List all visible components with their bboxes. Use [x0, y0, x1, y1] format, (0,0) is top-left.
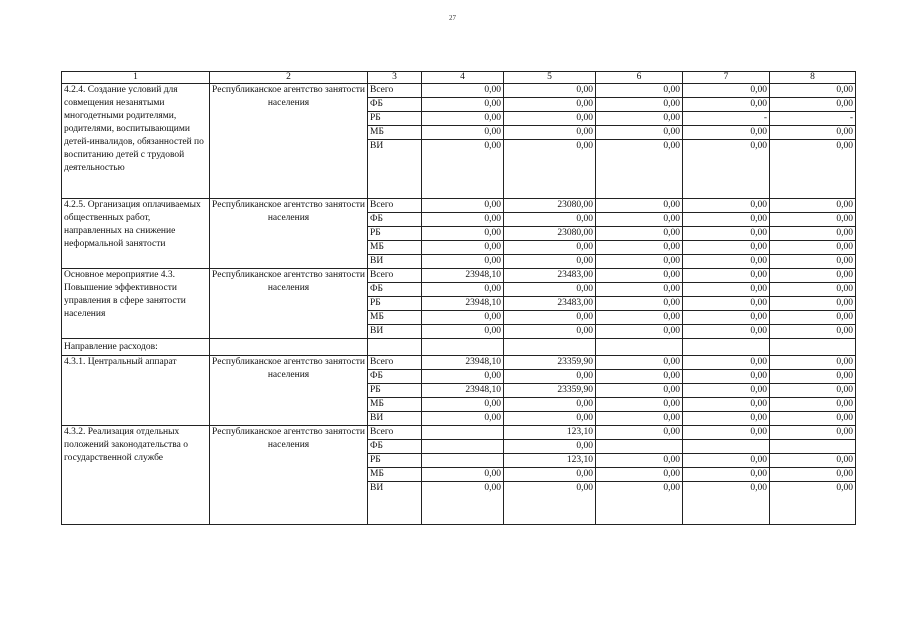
- budget-table: [61, 71, 856, 525]
- table-row: [62, 356, 856, 370]
- empty-cell: [770, 339, 856, 356]
- amount-cell: 0,00: [422, 199, 504, 213]
- amount-cell: 23948,10: [422, 269, 504, 283]
- amount-cell: 0,00: [422, 255, 504, 269]
- amount-cell: 0,00: [422, 370, 504, 384]
- amount-cell: 0,00: [683, 398, 770, 412]
- table-row: [62, 84, 856, 98]
- responsible-agency: Республиканское агентство занятости населения: [210, 426, 368, 525]
- funding-source: Всего: [368, 199, 422, 213]
- amount-cell: 0,00: [422, 468, 504, 482]
- amount-cell: [683, 440, 770, 454]
- amount-cell: 0,00: [504, 325, 596, 339]
- empty-cell: [422, 339, 504, 356]
- measure-description: 4.2.5. Организация оплачиваемых общественных работ, направленных на снижение неформальной занятости: [62, 199, 210, 269]
- amount-cell: 0,00: [683, 297, 770, 311]
- amount-cell: 0,00: [770, 84, 856, 98]
- amount-cell: [422, 440, 504, 454]
- amount-cell: 0,00: [770, 412, 856, 426]
- amount-cell: 0,00: [683, 384, 770, 398]
- header-cell: 6: [596, 72, 683, 84]
- funding-source: ВИ: [368, 325, 422, 339]
- table-row: [62, 199, 856, 213]
- amount-cell: 0,00: [504, 140, 596, 199]
- funding-source: ФБ: [368, 98, 422, 112]
- amount-cell: 0,00: [422, 126, 504, 140]
- amount-cell: 0,00: [770, 98, 856, 112]
- funding-source: РБ: [368, 384, 422, 398]
- amount-cell: 0,00: [504, 398, 596, 412]
- responsible-agency: Республиканское агентство занятости населения: [210, 199, 368, 269]
- amount-cell: 0,00: [504, 126, 596, 140]
- amount-cell: 0,00: [596, 98, 683, 112]
- amount-cell: [770, 440, 856, 454]
- amount-cell: 0,00: [770, 269, 856, 283]
- funding-source: МБ: [368, 311, 422, 325]
- amount-cell: 0,00: [596, 199, 683, 213]
- responsible-agency: Республиканское агентство занятости населения: [210, 269, 368, 339]
- header-cell: 8: [770, 72, 856, 84]
- amount-cell: [422, 454, 504, 468]
- amount-cell: 0,00: [770, 140, 856, 199]
- header-cell: 5: [504, 72, 596, 84]
- funding-source: ФБ: [368, 440, 422, 454]
- funding-source: Всего: [368, 269, 422, 283]
- amount-cell: 0,00: [770, 283, 856, 297]
- funding-source: ФБ: [368, 370, 422, 384]
- amount-cell: 0,00: [422, 482, 504, 525]
- amount-cell: 0,00: [683, 227, 770, 241]
- amount-cell: 0,00: [504, 412, 596, 426]
- amount-cell: 0,00: [770, 213, 856, 227]
- amount-cell: 0,00: [683, 140, 770, 199]
- amount-cell: 0,00: [504, 241, 596, 255]
- amount-cell: 0,00: [770, 426, 856, 440]
- responsible-agency: Республиканское агентство занятости населения: [210, 84, 368, 199]
- amount-cell: 0,00: [504, 98, 596, 112]
- header-cell: 3: [368, 72, 422, 84]
- amount-cell: 0,00: [770, 468, 856, 482]
- amount-cell: 0,00: [504, 255, 596, 269]
- funding-source: РБ: [368, 454, 422, 468]
- amount-cell: 23080,00: [504, 199, 596, 213]
- amount-cell: 123,10: [504, 426, 596, 440]
- amount-cell: 0,00: [770, 384, 856, 398]
- amount-cell: 0,00: [504, 84, 596, 98]
- amount-cell: 0,00: [422, 325, 504, 339]
- amount-cell: 23359,90: [504, 384, 596, 398]
- amount-cell: 23080,00: [504, 227, 596, 241]
- amount-cell: 0,00: [422, 283, 504, 297]
- funding-source: МБ: [368, 241, 422, 255]
- amount-cell: 0,00: [596, 311, 683, 325]
- amount-cell: 0,00: [596, 213, 683, 227]
- amount-cell: 0,00: [683, 241, 770, 255]
- amount-cell: 0,00: [422, 84, 504, 98]
- amount-cell: 0,00: [770, 398, 856, 412]
- header-cell: 7: [683, 72, 770, 84]
- amount-cell: 0,00: [683, 199, 770, 213]
- amount-cell: 0,00: [596, 356, 683, 370]
- amount-cell: 0,00: [504, 213, 596, 227]
- amount-cell: -: [770, 112, 856, 126]
- amount-cell: 23948,10: [422, 356, 504, 370]
- funding-source: ВИ: [368, 140, 422, 199]
- table-row: [62, 269, 856, 283]
- amount-cell: 0,00: [596, 412, 683, 426]
- amount-cell: 0,00: [504, 440, 596, 454]
- amount-cell: 0,00: [596, 384, 683, 398]
- funding-source: МБ: [368, 468, 422, 482]
- amount-cell: 0,00: [770, 311, 856, 325]
- amount-cell: 0,00: [504, 468, 596, 482]
- funding-source: Всего: [368, 426, 422, 440]
- amount-cell: 0,00: [422, 227, 504, 241]
- direction-label: Направление расходов:: [62, 339, 210, 356]
- funding-source: МБ: [368, 126, 422, 140]
- amount-cell: 0,00: [770, 126, 856, 140]
- amount-cell: 0,00: [770, 227, 856, 241]
- empty-cell: [504, 339, 596, 356]
- amount-cell: 23359,90: [504, 356, 596, 370]
- funding-source: Всего: [368, 84, 422, 98]
- amount-cell: 0,00: [596, 227, 683, 241]
- page-number: 27: [449, 14, 456, 22]
- measure-description: 4.3.2. Реализация отдельных положений законодательства о государственной службе: [62, 426, 210, 525]
- measure-description: 4.3.1. Центральный аппарат: [62, 356, 210, 426]
- amount-cell: 0,00: [504, 311, 596, 325]
- amount-cell: [422, 426, 504, 440]
- amount-cell: 0,00: [596, 325, 683, 339]
- amount-cell: 0,00: [683, 84, 770, 98]
- amount-cell: 0,00: [596, 398, 683, 412]
- amount-cell: 23483,00: [504, 269, 596, 283]
- amount-cell: 0,00: [596, 454, 683, 468]
- amount-cell: 0,00: [683, 325, 770, 339]
- header-row: [62, 72, 856, 84]
- funding-source: РБ: [368, 297, 422, 311]
- funding-source: МБ: [368, 398, 422, 412]
- amount-cell: 0,00: [770, 297, 856, 311]
- amount-cell: 0,00: [770, 255, 856, 269]
- header-cell: 2: [210, 72, 368, 84]
- amount-cell: 0,00: [770, 199, 856, 213]
- amount-cell: 0,00: [770, 454, 856, 468]
- empty-cell: [596, 339, 683, 356]
- header-cell: 1: [62, 72, 210, 84]
- amount-cell: 0,00: [596, 297, 683, 311]
- amount-cell: 0,00: [596, 255, 683, 269]
- funding-source: ВИ: [368, 255, 422, 269]
- amount-cell: 0,00: [683, 255, 770, 269]
- amount-cell: [596, 440, 683, 454]
- amount-cell: 0,00: [770, 325, 856, 339]
- amount-cell: 0,00: [422, 213, 504, 227]
- empty-cell: [210, 339, 368, 356]
- amount-cell: 0,00: [770, 356, 856, 370]
- amount-cell: 0,00: [683, 126, 770, 140]
- amount-cell: 0,00: [596, 84, 683, 98]
- funding-source: ФБ: [368, 283, 422, 297]
- amount-cell: 123,10: [504, 454, 596, 468]
- direction-row: [62, 339, 856, 356]
- amount-cell: 0,00: [596, 283, 683, 297]
- amount-cell: 0,00: [596, 126, 683, 140]
- amount-cell: 0,00: [596, 112, 683, 126]
- amount-cell: 0,00: [504, 482, 596, 525]
- amount-cell: 0,00: [422, 112, 504, 126]
- amount-cell: 0,00: [770, 482, 856, 525]
- measure-description: 4.2.4. Создание условий для совмещения незанятыми многодетными родителями, родителями, воспитывающими детей-инвалидов, обязанностей по воспитанию детей с трудовой деятельностью: [62, 84, 210, 199]
- amount-cell: 0,00: [683, 426, 770, 440]
- amount-cell: 0,00: [683, 468, 770, 482]
- funding-source: ФБ: [368, 213, 422, 227]
- funding-source: РБ: [368, 112, 422, 126]
- amount-cell: 0,00: [596, 269, 683, 283]
- amount-cell: 23948,10: [422, 384, 504, 398]
- amount-cell: -: [683, 112, 770, 126]
- funding-source: ВИ: [368, 412, 422, 426]
- amount-cell: 0,00: [422, 398, 504, 412]
- table-row: [62, 426, 856, 440]
- amount-cell: 0,00: [683, 283, 770, 297]
- amount-cell: 0,00: [504, 112, 596, 126]
- empty-cell: [368, 339, 422, 356]
- responsible-agency: Республиканское агентство занятости населения: [210, 356, 368, 426]
- amount-cell: 0,00: [596, 241, 683, 255]
- amount-cell: 0,00: [504, 283, 596, 297]
- header-cell: 4: [422, 72, 504, 84]
- amount-cell: 0,00: [683, 269, 770, 283]
- amount-cell: 23948,10: [422, 297, 504, 311]
- amount-cell: 0,00: [683, 412, 770, 426]
- amount-cell: 0,00: [770, 241, 856, 255]
- amount-cell: 23483,00: [504, 297, 596, 311]
- amount-cell: 0,00: [683, 213, 770, 227]
- amount-cell: 0,00: [422, 241, 504, 255]
- amount-cell: 0,00: [596, 140, 683, 199]
- amount-cell: 0,00: [422, 140, 504, 199]
- amount-cell: 0,00: [683, 311, 770, 325]
- funding-source: ВИ: [368, 482, 422, 525]
- measure-description: Основное мероприятие 4.3. Повышение эффективности управления в сфере занятости населения: [62, 269, 210, 339]
- amount-cell: 0,00: [683, 370, 770, 384]
- amount-cell: 0,00: [596, 468, 683, 482]
- amount-cell: 0,00: [683, 356, 770, 370]
- amount-cell: 0,00: [422, 311, 504, 325]
- amount-cell: 0,00: [422, 412, 504, 426]
- amount-cell: 0,00: [683, 454, 770, 468]
- amount-cell: 0,00: [596, 370, 683, 384]
- amount-cell: 0,00: [596, 426, 683, 440]
- amount-cell: 0,00: [596, 482, 683, 525]
- amount-cell: 0,00: [770, 370, 856, 384]
- amount-cell: 0,00: [422, 98, 504, 112]
- funding-source: РБ: [368, 227, 422, 241]
- funding-source: Всего: [368, 356, 422, 370]
- amount-cell: 0,00: [683, 98, 770, 112]
- amount-cell: 0,00: [683, 482, 770, 525]
- amount-cell: 0,00: [504, 370, 596, 384]
- empty-cell: [683, 339, 770, 356]
